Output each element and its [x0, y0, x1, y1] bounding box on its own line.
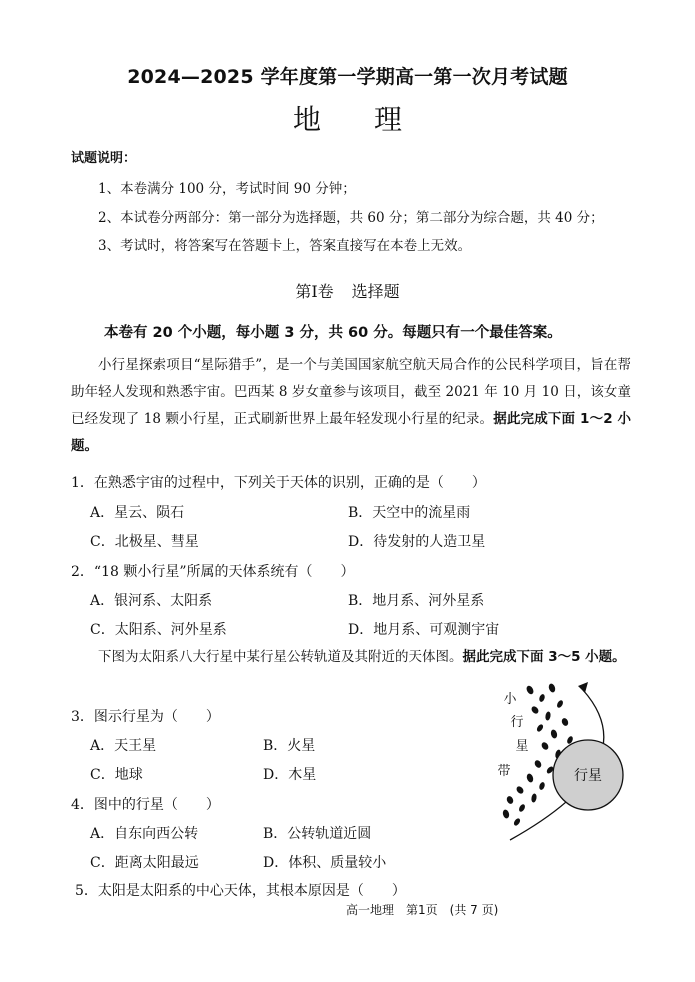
passage-1-directive: 据此完成下面 1～2 小题。 [71, 411, 632, 454]
question-2-option-b: B．地月系、河外星系 [348, 593, 485, 609]
question-2-stem: 2．“18 颗小行星”所属的天体系统有（ ） [71, 564, 355, 580]
section-instruction: 本卷有 20 个小题，每小题 3 分，共 60 分。每题只有一个最佳答案。 [104, 325, 562, 341]
question-2-option-a: A．银河系、太阳系 [90, 593, 213, 609]
question-3-option-c: C．地球 [90, 767, 143, 783]
belt-label-char-4: 带 [497, 764, 511, 779]
passage-1-text: 小行星探索项目“星际猎手”，是一个与美国国家航空航天局合作的公民科学项目，旨在帮助年轻人发现和熟悉宇宙。巴西某 8 岁女童参与该项目，截至 2021 年 10 月 10 日，该女童已经发现了 18 颗小行星，正式刷新世界上最年轻发现小行星的纪录。 [71, 357, 631, 427]
question-2-option-c: C．太阳系、河外星系 [90, 622, 227, 638]
instruction-item-1: 1、本卷满分 100 分，考试时间 90 分钟； [98, 181, 356, 197]
passage-2-directive: 据此完成下面 3～5 小题。 [462, 649, 626, 665]
question-1-stem: 1．在熟悉宇宙的过程中，下列关于天体的识别，正确的是（ ） [71, 475, 486, 491]
passage-2-text: 下图为太阳系八大行星中某行星公转轨道及其附近的天体图。 [98, 649, 463, 665]
planet-orbit-figure [490, 668, 640, 848]
question-4-option-c: C．距离太阳最远 [90, 855, 199, 871]
question-3-option-a: A．天王星 [90, 738, 157, 754]
section-title [0, 279, 695, 302]
question-2-option-d: D．地月系、可观测宇宙 [348, 622, 500, 638]
belt-label-char-1: 小 [503, 692, 517, 707]
question-5-stem: 5．太阳是太阳系的中心天体，其根本原因是（ ） [75, 883, 406, 899]
section-title-part: 第Ⅰ卷 [295, 282, 334, 301]
question-4-option-b: B．公转轨道近圆 [263, 826, 372, 842]
question-3-option-d: D．木星 [263, 767, 317, 783]
question-3-stem: 3．图示行星为（ ） [71, 709, 220, 725]
question-3-option-b: B．火星 [263, 738, 316, 754]
exam-title: 2024—2025 学年度第一学期高一第一次月考试题 [127, 66, 568, 88]
question-1-option-b: B．天空中的流星雨 [348, 505, 471, 521]
subject-title: 地 理 [293, 103, 424, 136]
planet-label: 行星 [574, 768, 602, 784]
page-footer: 高一地理 第1页 (共 7 页) [346, 903, 499, 917]
belt-label-char-2: 行 [510, 715, 524, 730]
instruction-item-2: 2、本试卷分两部分：第一部分为选择题，共 60 分；第二部分为综合题，共 40 分； [98, 210, 604, 226]
passage-2 [71, 644, 631, 671]
instruction-item-3: 3、考试时，将答案写在答题卡上，答案直接写在本卷上无效。 [98, 238, 472, 254]
question-1-option-c: C．北极星、彗星 [90, 534, 199, 550]
question-4-option-a: A．自东向西公转 [90, 826, 199, 842]
belt-label-char-3: 星 [515, 739, 529, 754]
section-title-name: 选择题 [351, 282, 400, 301]
question-4-option-d: D．体积、质量较小 [263, 855, 387, 871]
orbit-direction-arrow [578, 682, 588, 693]
passage-1 [71, 352, 631, 460]
question-1-option-a: A．星云、陨石 [90, 505, 185, 521]
question-4-stem: 4．图中的行星（ ） [71, 797, 220, 813]
instructions-heading: 试题说明： [71, 151, 137, 166]
question-1-option-d: D．待发射的人造卫星 [348, 534, 486, 550]
